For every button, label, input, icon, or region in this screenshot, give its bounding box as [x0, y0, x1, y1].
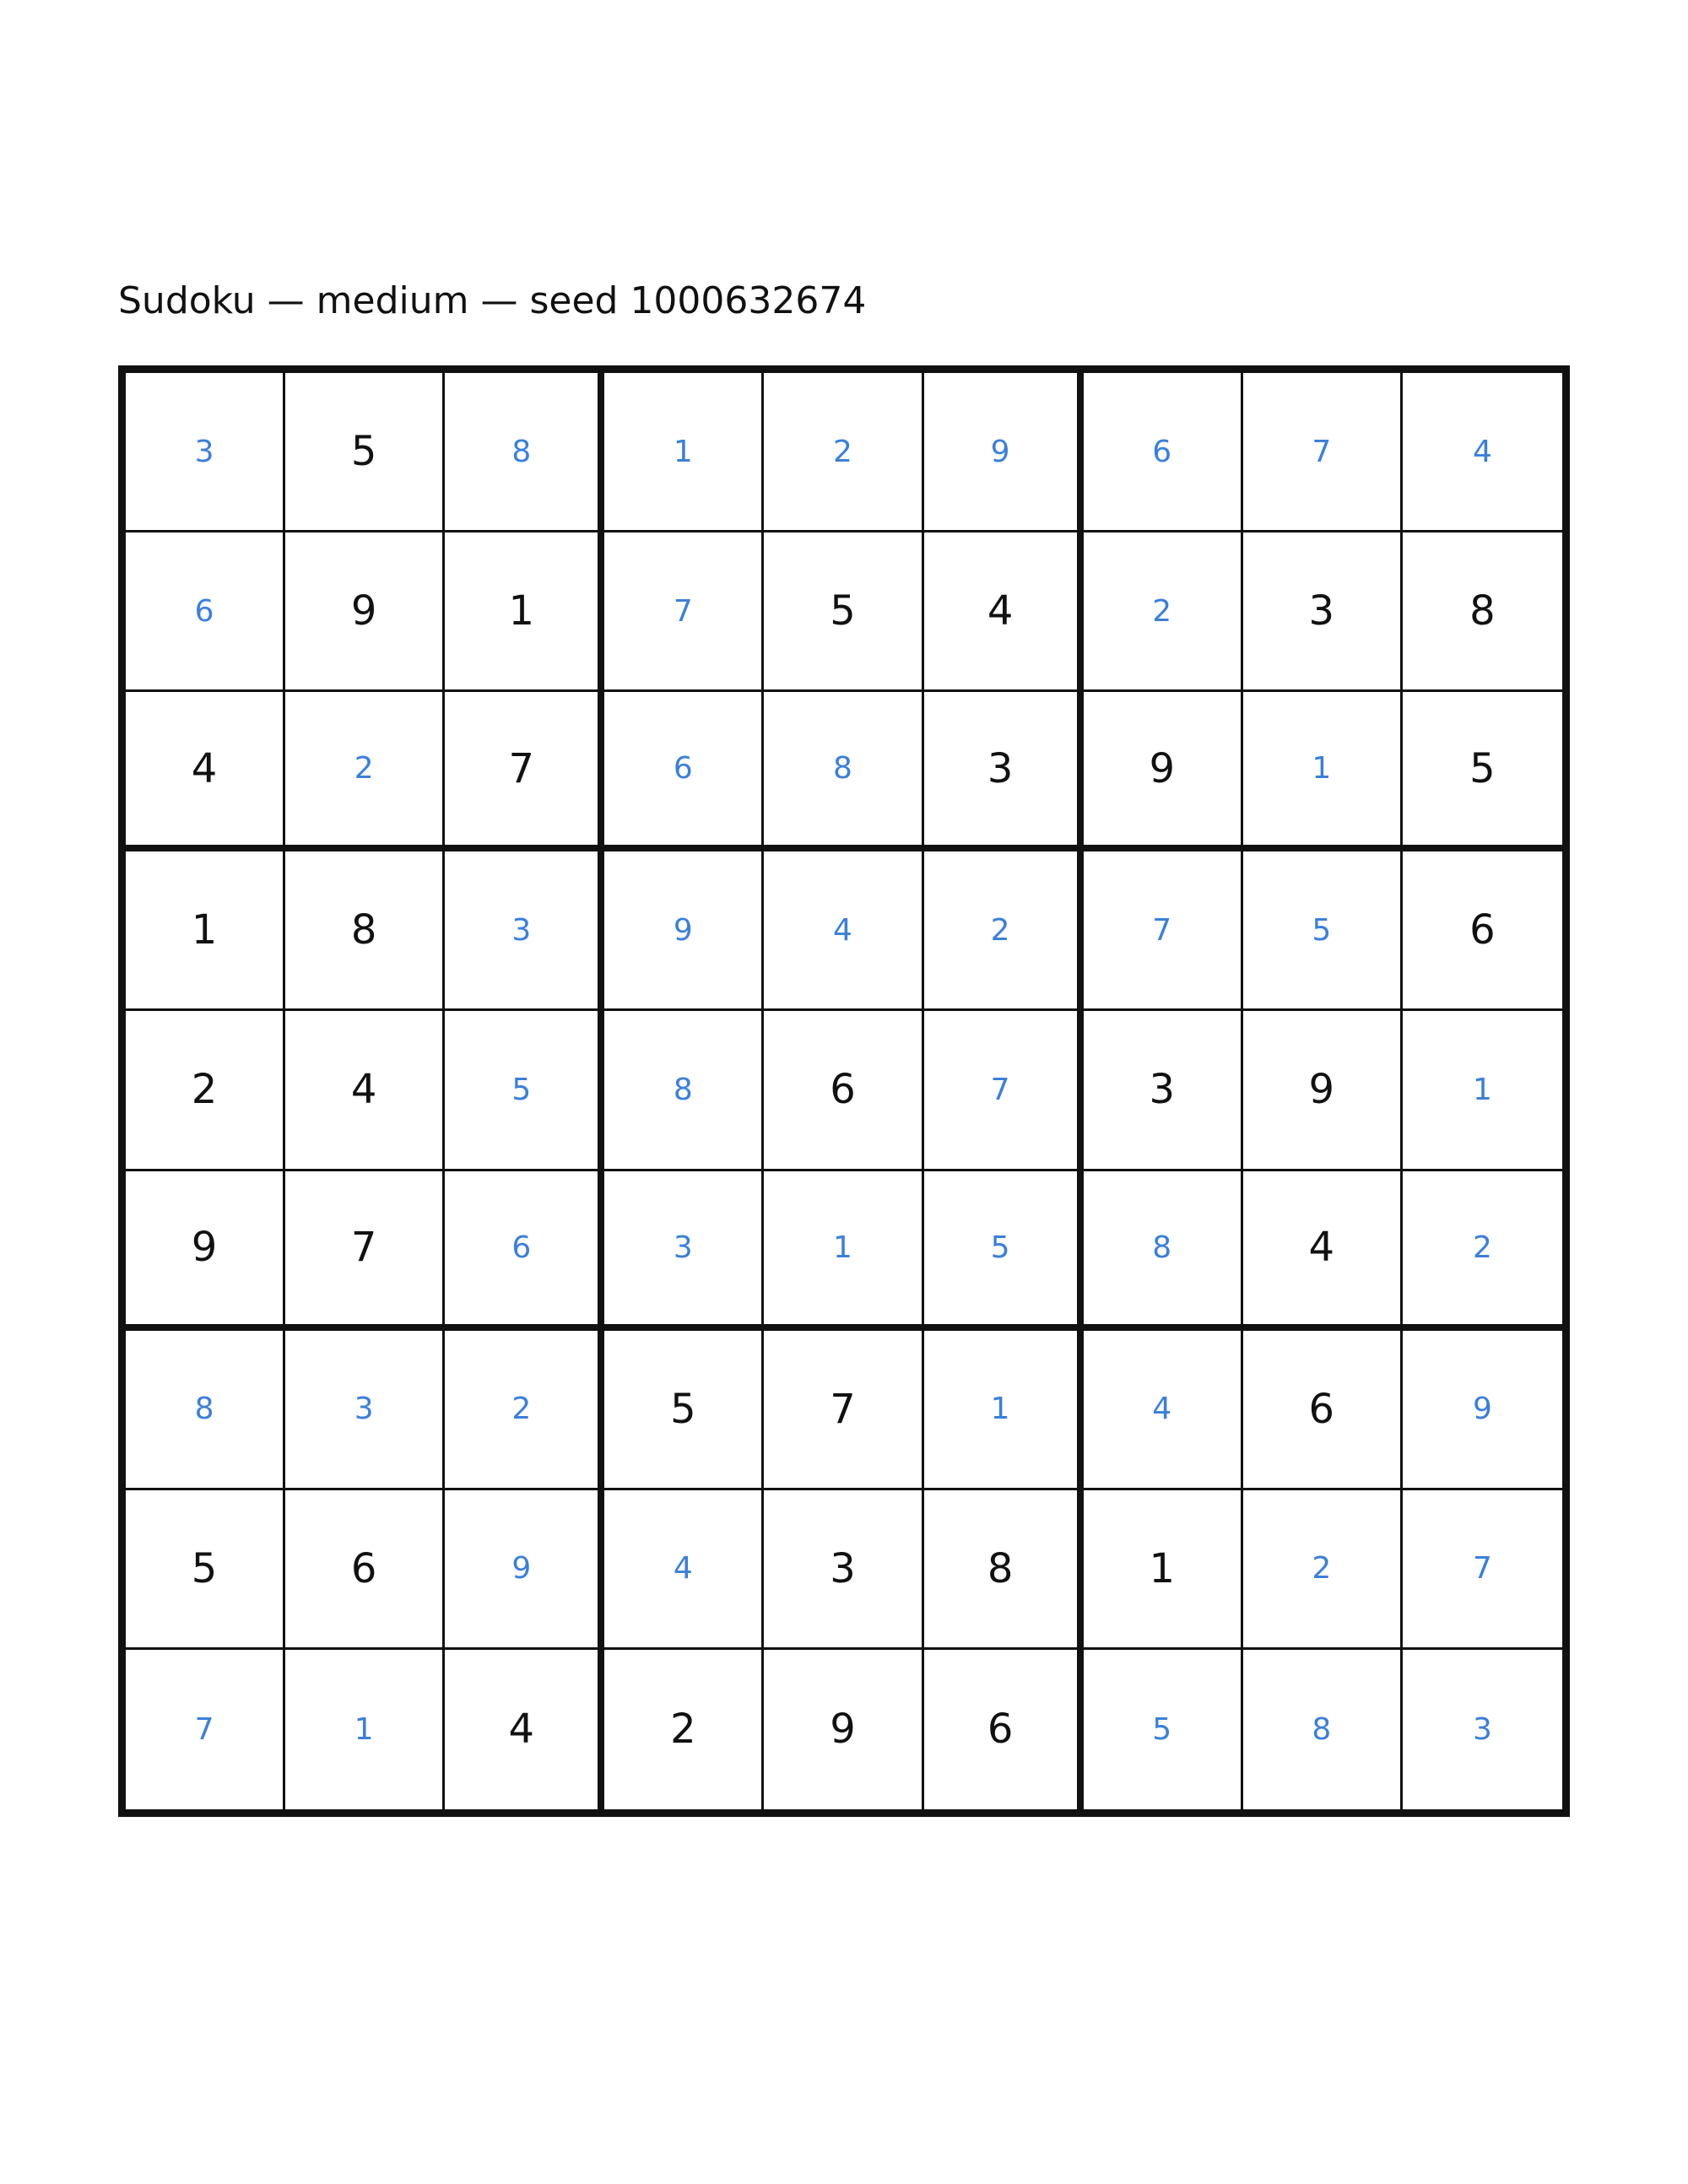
sudoku-cell-r4-c6[interactable]: 2	[924, 851, 1084, 1011]
sudoku-cell-r7-c8[interactable]: 6	[1243, 1331, 1403, 1490]
sudoku-cell-r1-c5[interactable]: 2	[764, 373, 923, 532]
sudoku-cell-r3-c9[interactable]: 5	[1403, 692, 1562, 851]
sudoku-cell-r5-c1[interactable]: 2	[126, 1011, 285, 1170]
sudoku-cell-r2-c7[interactable]: 2	[1084, 532, 1243, 692]
sudoku-cell-r9-c9[interactable]: 3	[1472, 1711, 1492, 1747]
sudoku-cell-r4-c7[interactable]: 7	[1084, 851, 1243, 1011]
sudoku-cell-r8-c9[interactable]: 7	[1403, 1490, 1562, 1650]
sudoku-cell-r3-c7[interactable]: 9	[1084, 692, 1243, 851]
sudoku-cell-r7-c9[interactable]: 9	[1403, 1331, 1562, 1490]
sudoku-cell-r9-c7[interactable]: 5	[1084, 1650, 1243, 1809]
sudoku-cell-r1-c1[interactable]: 3	[126, 373, 285, 532]
sudoku-cell-r9-c8[interactable]: 8	[1243, 1650, 1403, 1809]
sudoku-cell-r9-c6[interactable]: 6	[924, 1650, 1084, 1809]
sudoku-cell-r9-c4[interactable]: 2	[604, 1650, 764, 1809]
sudoku-cell-r3-c4[interactable]: 6	[604, 692, 764, 851]
sudoku-cell-r1-c4[interactable]: 1	[604, 373, 764, 532]
sudoku-cell-r3-c6[interactable]: 3	[924, 692, 1084, 851]
sudoku-cell-r5-c4[interactable]: 8	[604, 1011, 764, 1170]
sudoku-cell-r7-c2[interactable]: 3	[285, 1331, 445, 1490]
sudoku-cell-r4-c9[interactable]: 6	[1403, 851, 1562, 1011]
sudoku-cell-r2-c4[interactable]: 7	[604, 532, 764, 692]
sudoku-cell-r3-c1[interactable]: 4	[126, 692, 285, 851]
sudoku-cell-r2-c5[interactable]: 5	[764, 532, 923, 692]
sudoku-cell-r7-c1[interactable]: 8	[126, 1331, 285, 1490]
sudoku-cell-r6-c6[interactable]: 5	[924, 1171, 1084, 1331]
sudoku-cell-r6-c4[interactable]: 3	[604, 1171, 764, 1331]
sudoku-cell-r8-c6[interactable]: 8	[924, 1490, 1084, 1650]
sudoku-cell-r6-c7[interactable]: 8	[1084, 1171, 1243, 1331]
sudoku-cell-r1-c8[interactable]: 7	[1243, 373, 1403, 532]
sudoku-cell-r8-c5[interactable]: 3	[764, 1490, 923, 1650]
sudoku-cell-r5-c7[interactable]: 3	[1084, 1011, 1243, 1170]
sudoku-cell-r7-c7[interactable]: 4	[1084, 1331, 1243, 1490]
sudoku-cell-r2-c3[interactable]: 1	[445, 532, 604, 692]
sudoku-cell-r9-c1[interactable]: 7	[126, 1650, 285, 1809]
sudoku-cell-r9-c5[interactable]: 9	[764, 1650, 923, 1809]
sudoku-cell-r9-c3[interactable]: 4	[445, 1650, 604, 1809]
sudoku-cell-r2-c1[interactable]: 6	[126, 532, 285, 692]
sudoku-board	[118, 365, 1570, 1817]
sudoku-cell-r6-c5[interactable]: 1	[764, 1171, 923, 1331]
sudoku-cell-r5-c5[interactable]: 6	[764, 1011, 923, 1170]
sudoku-cell-r8-c7[interactable]: 1	[1084, 1490, 1243, 1650]
sudoku-cell-r4-c5[interactable]: 4	[764, 851, 923, 1011]
sudoku-cell-r1-c6[interactable]: 9	[924, 373, 1084, 532]
sudoku-cell-r5-c8[interactable]: 9	[1243, 1011, 1403, 1170]
sudoku-cell-r8-c1[interactable]: 5	[126, 1490, 285, 1650]
sudoku-cell-r7-c4[interactable]: 5	[604, 1331, 764, 1490]
sudoku-cell-r8-c2[interactable]: 6	[285, 1490, 445, 1650]
sudoku-cell-r5-c3[interactable]: 5	[445, 1011, 604, 1170]
sudoku-cell-r5-c2[interactable]: 4	[285, 1011, 445, 1170]
sudoku-cell-r3-c2[interactable]: 2	[285, 692, 445, 851]
sudoku-cell-r6-c3[interactable]: 6	[445, 1171, 604, 1331]
sudoku-cell-r5-c6[interactable]: 7	[924, 1011, 1084, 1170]
sudoku-cell-r6-c8[interactable]: 4	[1243, 1171, 1403, 1331]
sudoku-cell-r1-c2[interactable]: 5	[285, 373, 445, 532]
sudoku-cell-r4-c1[interactable]: 1	[126, 851, 285, 1011]
sudoku-cell-r6-c9[interactable]: 2	[1403, 1171, 1562, 1331]
sudoku-cell-r5-c9[interactable]: 1	[1403, 1011, 1562, 1170]
sudoku-cell-r4-c4[interactable]: 9	[604, 851, 764, 1011]
sudoku-cell-r4-c2[interactable]: 8	[285, 851, 445, 1011]
sudoku-cell-r9-c2[interactable]: 1	[285, 1650, 445, 1809]
sudoku-cell-r3-c8[interactable]: 1	[1243, 692, 1403, 851]
sudoku-cell-r7-c3[interactable]: 2	[445, 1331, 604, 1490]
sudoku-cell-r1-c3[interactable]: 8	[445, 373, 604, 532]
sudoku-cell-r1-c9[interactable]: 4	[1403, 373, 1562, 532]
sudoku-cell-r3-c5[interactable]: 8	[764, 692, 923, 851]
sudoku-cell-r7-c5[interactable]: 7	[764, 1331, 923, 1490]
sudoku-cell-r2-c6[interactable]: 4	[924, 532, 1084, 692]
sudoku-cell-r1-c7[interactable]: 6	[1084, 373, 1243, 532]
sudoku-cell-r2-c2[interactable]: 9	[285, 532, 445, 692]
sudoku-cell-r6-c1[interactable]: 9	[126, 1171, 285, 1331]
sudoku-cell-r4-c3[interactable]: 3	[445, 851, 604, 1011]
sudoku-cell-r8-c3[interactable]: 9	[445, 1490, 604, 1650]
sudoku-cell-r8-c8[interactable]: 2	[1243, 1490, 1403, 1650]
sudoku-cell-r2-c9[interactable]: 8	[1403, 532, 1562, 692]
sudoku-cell-r6-c2[interactable]: 7	[285, 1171, 445, 1331]
sudoku-cell-r4-c8[interactable]: 5	[1243, 851, 1403, 1011]
sudoku-cell-r8-c4[interactable]: 4	[604, 1490, 764, 1650]
puzzle-title: Sudoku — medium — seed 1000632674	[118, 279, 867, 322]
sudoku-cell-r2-c8[interactable]: 3	[1243, 532, 1403, 692]
sudoku-cell-r3-c3[interactable]: 7	[445, 692, 604, 851]
sudoku-cell-r7-c6[interactable]: 1	[924, 1331, 1084, 1490]
